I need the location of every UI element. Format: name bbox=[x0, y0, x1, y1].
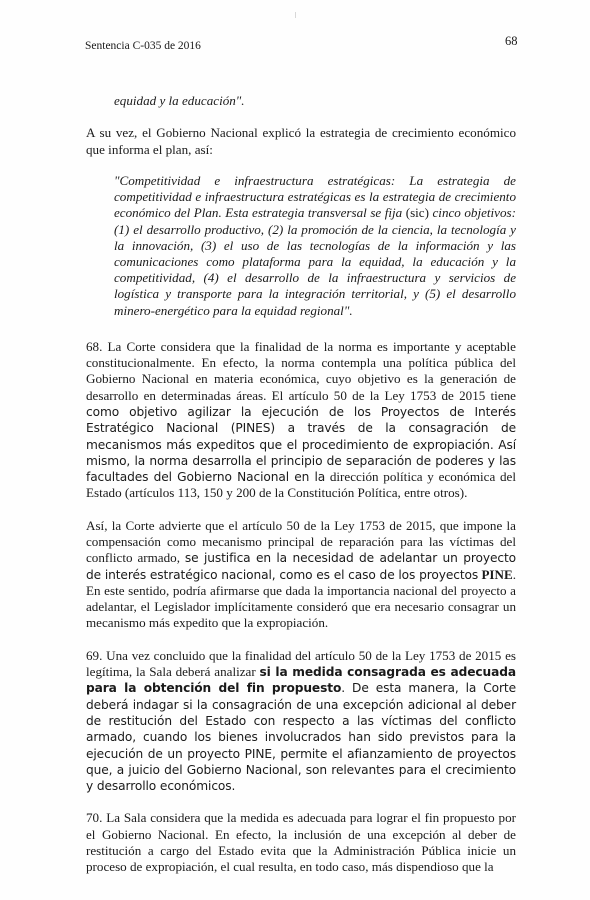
paragraph-68c-part-b: se justifica en la necesidad de adelantar un proyecto de interés estratégico nacional, como es el caso de los proyectos bbox=[86, 551, 516, 582]
paragraph-68-part-c: dirección política y económica del Estado (artículos 113, 150 y 200 de la Constitución Política, entre otros). bbox=[86, 469, 517, 501]
paragraph-69-part-b: . De esta manera, la Corte deberá indagar si la consagración de una excepción adicional al deber de restitución del Estado con respecto a las víctimas del conflicto armado, cuando los bienes involucrados han sido previstos para la ejecución de un proyecto PINE, permite el afianzamiento de proyectos que, a juicio del Gobierno Nacional, son relevantes para el crecimiento y desarrollo económicos. bbox=[86, 681, 516, 794]
paragraph-intro: A su vez, el Gobierno Nacional explicó la estrategia de crecimiento económico que informa el plan, así: bbox=[86, 125, 516, 157]
document-header-title: Sentencia C-035 de 2016 bbox=[85, 40, 201, 52]
scan-mark bbox=[295, 12, 296, 18]
paragraph-68c-part-a: Así, la Corte advierte que el artículo 50 de la Ley 1753 de 2015, que impone la compensación como mecanismo principal de reparación para las víctimas del conflicto armado, bbox=[86, 517, 516, 566]
block-quote-part-b: cinco objetivos: (1) el desarrollo productivo, (2) la promoción de la ciencia, la tecnología y la innovación, (3) el uso de las tecnologías de la información y las comunicaciones como plataforma para la equidad, la educación y la competitividad, (4) el desarrollo de la infraestructura y servicios de logística y transporte para la integración territorial, y (5) el desarrollo minero-energético para la equidad regional". bbox=[114, 205, 516, 318]
paragraph-69 bbox=[86, 648, 516, 795]
paragraph-68 bbox=[86, 339, 516, 502]
paragraph-70: 70. La Sala considera que la medida es adecuada para lograr el fin propuesto por el Gobierno Nacional. En efecto, la inclusión de una excepción al deber de restitución a cargo del Estado evita que la Administración Pública inicie un proceso de expropiación, el cual resulta, en todo caso, más dispendioso que la bbox=[86, 810, 516, 875]
paragraph-69-part-a: 69. Una vez concluido que la finalidad del artículo 50 de la Ley 1753 de 2015 es legítima, la Sala deberá analizar bbox=[86, 647, 516, 680]
paragraph-68c-part-c: . En este sentido, podría afirmarse que dada la importancia nacional del proyecto a adelantar, el Legislador implícitamente consideró que era necesario consagrar un mecanismo más expedito que la expropiación. bbox=[86, 566, 517, 631]
paragraph-68-continued bbox=[86, 518, 516, 632]
quote-continuation: equidad y la educación". bbox=[114, 93, 245, 108]
block-quote-part-a: "Competitividad e infraestructura estratégicas: La estrategia de competitividad e infraestructura estratégicas es la estrategia de crecimiento económico del Plan. Esta estrategia transversal se fija bbox=[114, 172, 516, 221]
document-body bbox=[86, 93, 516, 876]
block-quote bbox=[114, 173, 516, 319]
page-number: 68 bbox=[505, 34, 518, 48]
sic-note: (sic) bbox=[405, 205, 429, 221]
paragraph-69-bold: si la medida consagrada es adecuada para la obtención del fin propuesto bbox=[86, 665, 516, 696]
paragraph-68-part-a: 68. La Corte considera que la finalidad de la norma es importante y aceptable constitucionalmente. En efecto, la norma contempla una política pública del Gobierno Nacional en materia económica, cuyo objetivo es la generación de desarrollo en determinadas áreas. El artículo 50 de la Ley 1753 de 2015 tiene bbox=[86, 338, 516, 403]
pine-emphasis: PINE bbox=[481, 566, 513, 582]
paragraph-68-part-b: como objetivo agilizar la ejecución de los Proyectos de Interés Estratégico Nacional (PINES) a través de la consagración de mecanismos más expeditos que el procedimiento de expropiación. Así mismo, la norma desarrolla el principio de separación de poderes y las facultades del Gobierno Nacional en la bbox=[86, 404, 516, 485]
